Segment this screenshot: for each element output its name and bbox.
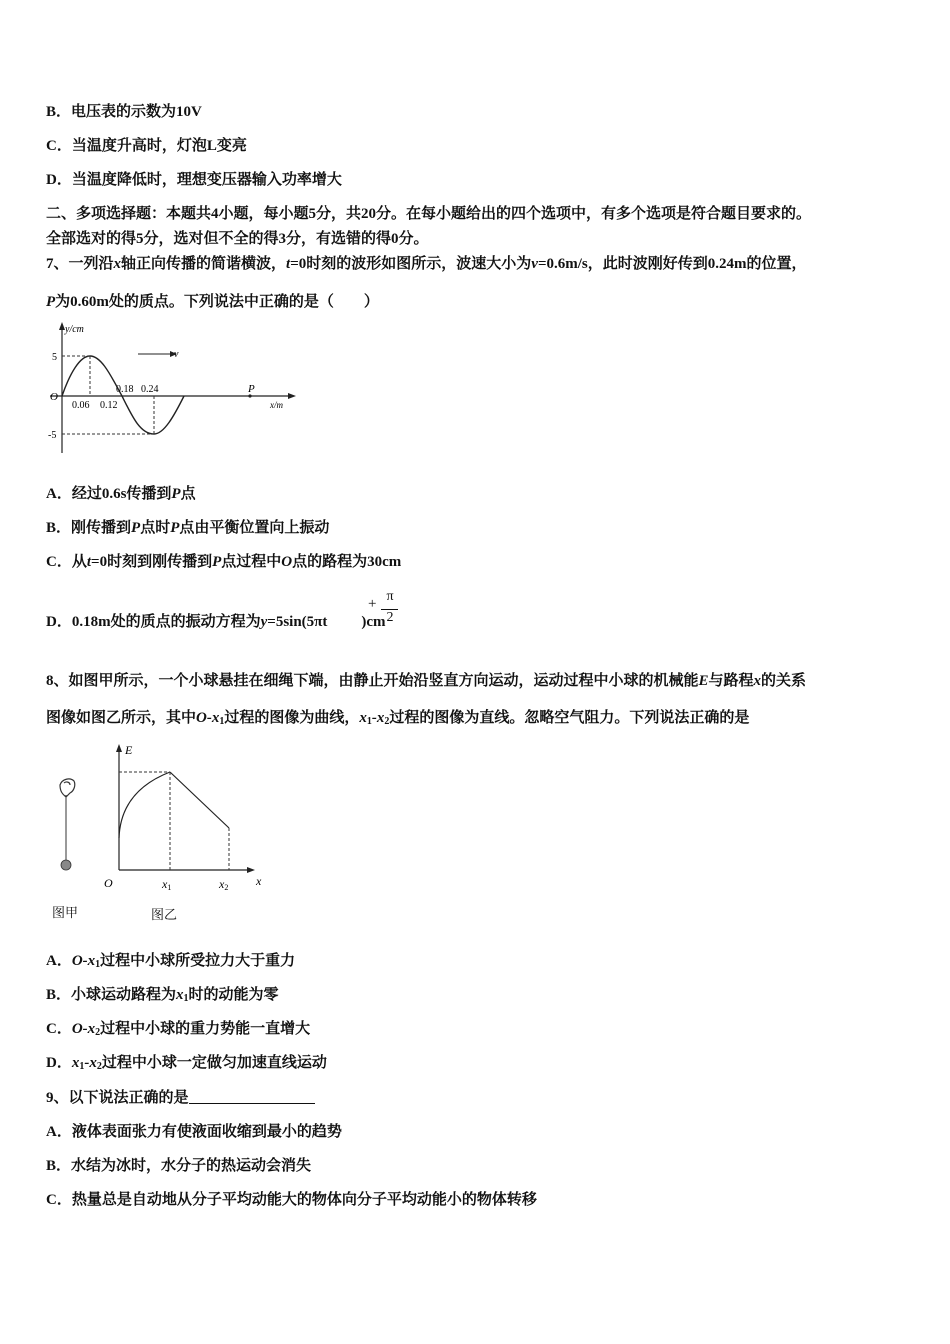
q8-option-d: D．$x_1-x_2$过程中小球一定做匀加速直线运动: [46, 1055, 327, 1072]
option-c-lamp: C．当温度升高时，灯泡L变亮: [46, 138, 247, 154]
y-tick-neg: -5: [48, 430, 57, 441]
q7-option-d: D．0.18m处的质点的振动方程为y=5sin(5πt )cm: [46, 614, 386, 630]
q9-stem: 9、以下说法正确的是: [46, 1088, 315, 1108]
q8-stem-line1: 8、如图甲所示，一个小球悬挂在细绳下端，由静止开始沿竖直方向运动，运动过程中小球的机械能E与路程x的关系: [46, 673, 807, 689]
q8-option-a: A．$O-x_1$过程中小球所受拉力大于重力: [46, 953, 296, 970]
q8-option-b: B．小球运动路程为$x_1$时的动能为零: [46, 987, 279, 1004]
velocity-label: v: [174, 349, 179, 360]
q9-option-b: B．水结为冰时，水分子的热运动会消失: [46, 1158, 312, 1174]
x1-tick: x1: [162, 877, 172, 892]
q7-stem-line1: 7、一列沿x轴正向传播的简谐横波，t=0时刻的波形如图所示，波速大小为v=0.6m/s，此时波刚好传到0.24m的位置，: [46, 256, 807, 272]
q7-option-c: C．从t=0时刻到刚传播到P点过程中O点的路程为30cm: [46, 554, 402, 570]
section-header-line1: 二、多项选择题：本题共4小题，每小题5分，共20分。在每小题给出的四个选项中，有多个选项是符合题目要求的。: [46, 206, 812, 222]
option-d-transformer: D．当温度降低时，理想变压器输入功率增大: [46, 172, 342, 188]
hand-icon: [60, 779, 75, 797]
x-tick-018: 0.18: [116, 384, 134, 395]
x-tick-024: 0.24: [141, 384, 159, 395]
q9-option-a: A．液体表面张力有使液面收缩到最小的趋势: [46, 1124, 342, 1140]
y-tick-pos: 5: [52, 352, 57, 363]
q7-stem-line2: P为0.60m处的质点。下列说法中正确的是（ ）: [46, 294, 379, 310]
ball: [61, 860, 71, 870]
x-axis-arrow: [288, 393, 296, 399]
figure-yi-caption: 图乙: [151, 907, 178, 922]
energy-line: [170, 772, 229, 828]
x-tick-006: 0.06: [72, 400, 90, 411]
figure-jia-caption: 图甲: [52, 905, 79, 920]
point-p-label: P: [248, 383, 255, 395]
wave-graph: [40, 318, 300, 458]
y-axis-label: y/cm: [65, 324, 84, 335]
q8-option-c: C．$O-x_2$过程中小球的重力势能一直增大: [46, 1021, 311, 1038]
x-axis-label: x: [256, 874, 262, 888]
wave-curve: [62, 356, 184, 434]
answer-blank: [189, 1089, 315, 1104]
q7-option-a: A．经过0.6s传播到P点: [46, 486, 196, 502]
x2-tick: x2: [219, 877, 229, 892]
e-axis-label: E: [125, 743, 133, 757]
q8-stem-line2: 图像如图乙所示，其中$O-x_1$过程的图像为曲线，$x_1-x_2$过程的图像为直线。忽略空气阻力。下列说法正确的是: [46, 710, 750, 727]
option-b-voltmeter: B．电压表的示数为10V: [46, 104, 202, 120]
q9-option-c: C．热量总是自动地从分子平均动能大的物体向分子平均动能小的物体转移: [46, 1192, 537, 1208]
q7-option-b: B．刚传播到P点时P点由平衡位置向上振动: [46, 520, 330, 536]
origin-label: O: [50, 391, 58, 403]
fraction-denominator: 2: [386, 610, 394, 625]
e-axis-arrow: [116, 744, 122, 752]
x-tick-012: 0.12: [100, 400, 118, 411]
energy-curve: [119, 772, 170, 838]
fraction-numerator-pi: π: [386, 589, 394, 604]
x-axis-arrow: [247, 867, 255, 873]
x-axis-label: x/m: [270, 400, 283, 410]
plus-sign: +: [368, 596, 377, 612]
figure-jia-pendulum: [48, 775, 88, 875]
origin-label: O: [104, 876, 113, 890]
section-header-line2: 全部选对的得5分，选对但不全的得3分，有选错的得0分。: [46, 231, 429, 247]
energy-graph: [100, 740, 275, 892]
